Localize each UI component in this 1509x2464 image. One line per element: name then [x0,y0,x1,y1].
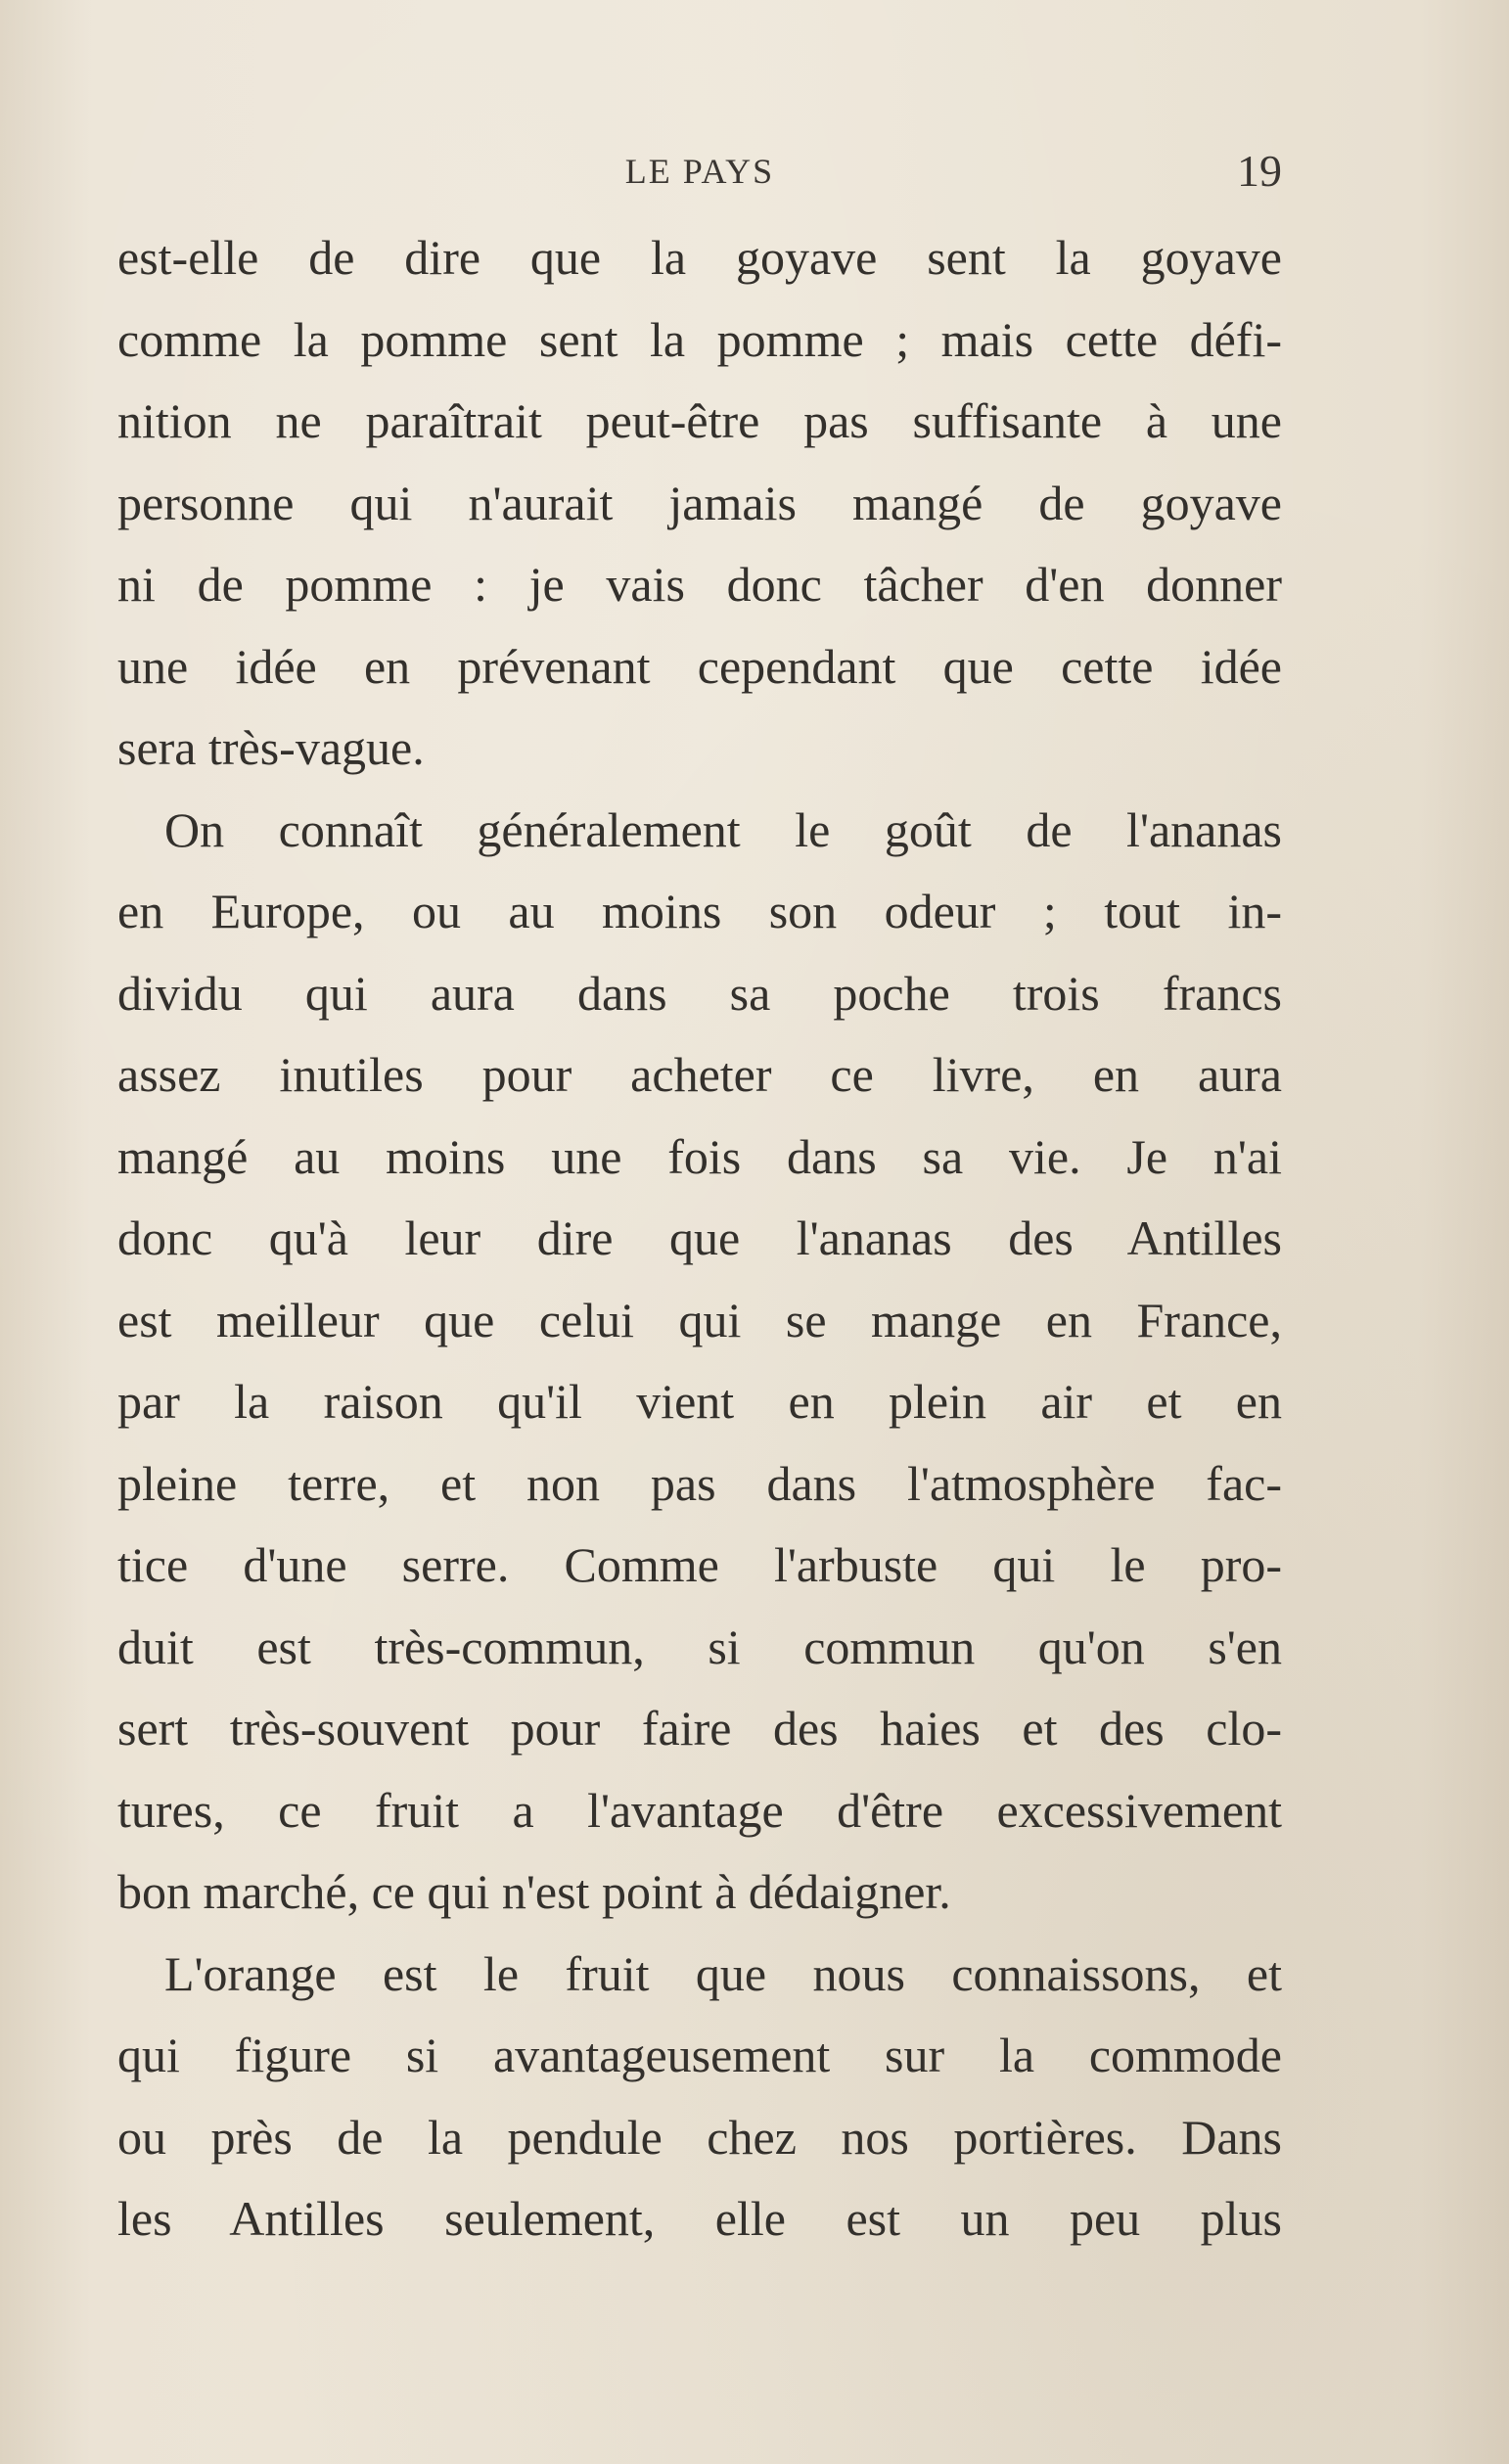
text-line: en Europe, ou au moins son odeur ; tout in- [117,884,1282,938]
text-line: comme la pomme sent la pomme ; mais cette défi- [117,311,1282,367]
text-line: dividu qui aura dans sa poche trois francs [117,965,1282,1021]
text-line: On connaît généralement le goût de l'ananas [164,801,1282,857]
text-line: pleine terre, et non pas dans l'atmosphère fac- [117,1455,1282,1511]
text-line: les Antilles seulement, elle est un peu plus [117,2191,1282,2246]
text-line: duit est très-commun, si commun qu'on s'en [117,1619,1282,1674]
text-line: tures, ce fruit a l'avantage d'être excessivement [117,1782,1282,1838]
text-line: mangé au moins une fois dans sa vie. Je n'ai [117,1128,1282,1184]
text-line: qui figure si avantageusement sur la commode [117,2028,1282,2082]
text-line: une idée en prévenant cependant que cette idée [117,638,1282,694]
text-line: personne qui n'aurait jamais mangé de goyave [117,475,1282,530]
text-line: L'orange est le fruit que nous connaissons, et [164,1945,1282,2001]
text-line: sert très-souvent pour faire des haies et des clo- [117,1701,1282,1756]
text-line: par la raison qu'il vient en plein air et en [117,1374,1282,1429]
running-title: LE PAYS [624,152,775,191]
page-number: 19 [1237,146,1282,196]
text-line: est meilleur que celui qui se mange en France, [117,1292,1282,1347]
text-line: ni de pomme : je vais donc tâcher d'en donner [117,557,1282,612]
text-line: est-elle de dire que la goyave sent la goyave [117,230,1282,285]
text-line: donc qu'à leur dire que l'ananas des Antilles [117,1210,1282,1265]
text-line: nition ne paraîtrait peut-être pas suffisante à une [117,393,1282,448]
text-line: ou près de la pendule chez nos portières. Dans [117,2109,1282,2165]
text-line: sera très-vague. [117,720,425,775]
text-line: assez inutiles pour acheter ce livre, en aura [117,1047,1282,1102]
running-head [117,147,1282,196]
body-text [117,217,1282,2260]
text-line: bon marché, ce qui n'est point à dédaigner. [117,1864,951,1919]
text-line: tice d'une serre. Comme l'arbuste qui le pro- [117,1537,1282,1592]
